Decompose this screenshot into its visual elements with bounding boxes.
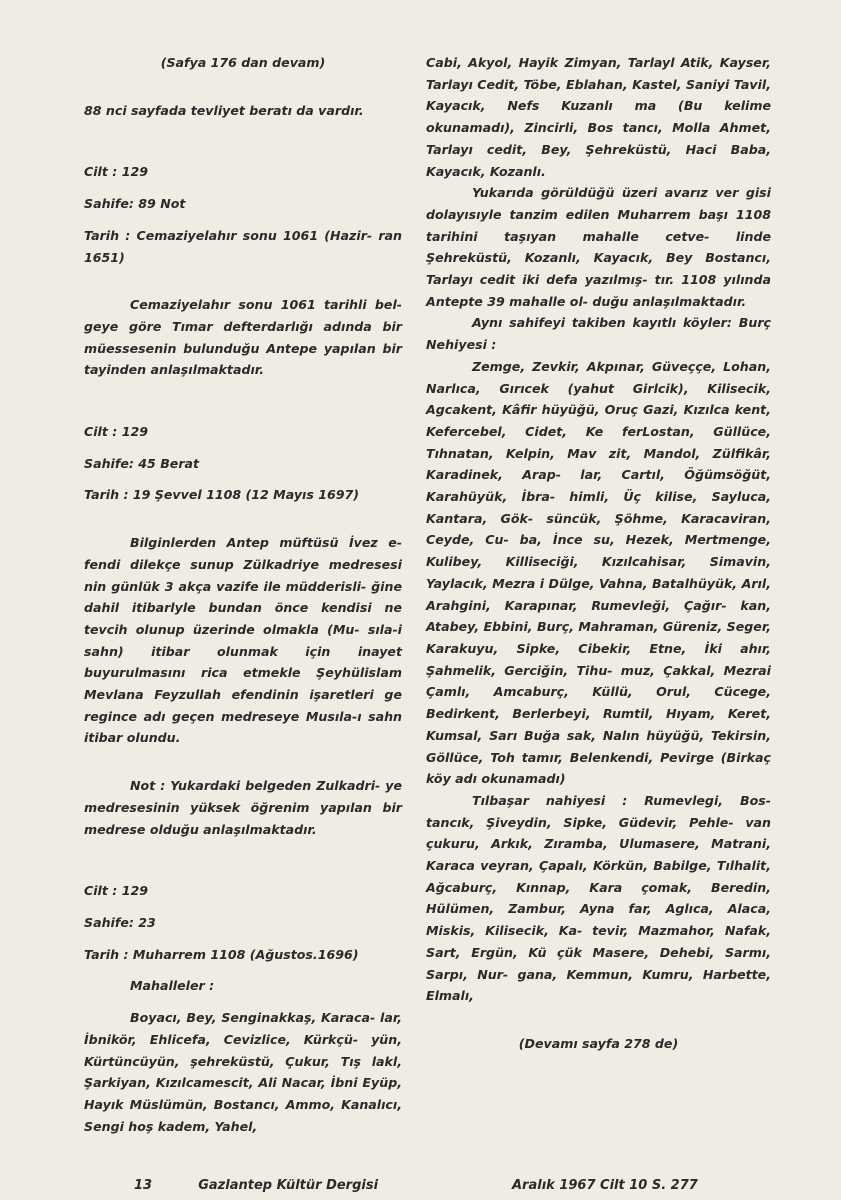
issue-info: Aralık 1967 Cilt 10 S. 277 <box>512 1178 698 1193</box>
doc2-note: Not : Yukardaki belgeden Zulkadri- ye medresesinin yüksek öğrenim yapılan bir medrese olduğu anlaşılmaktadır. <box>84 778 402 837</box>
doc2-body: Bilginlerden Antep müftüsü İvez e- fendi dilekçe sunup Zülkadriye medresesi nin günlük 3 akça vazife ile müdderisli- ğine dahil itibarlyle bundan önce kendisi ne tevcih olunup üzerinde olmakla (Mu- sıla-i sahn) itibar olunmak için inayet buyurulmasını rica etmekle Şeyhülislam Mevlana Feyzullah efendinin işaretleri ge regince adı geçen medreseye Musıla-ı sahn itibar olundu. <box>84 535 402 746</box>
doc2-sahife: Sahife: 45 Berat <box>84 455 200 471</box>
doc3-tarih: Tarih : Muharrem 1108 (Ağustos.1696) <box>84 946 359 962</box>
tilbasar-villages: Tılbaşar nahiyesi : Rumevlegi, Bos- tancık, Şiveydin, Sipke, Güdevir, Pehle- van çukuru, Arkık, Zıramba, Ulumasere, Matrani, Karaca veyran, Çapalı, Körkün, Babilge, Tılhalit, Ağcaburç, Kınnap, Kara çomak, Beredin, Hülümen, Zambur, Ayna far, Aglıca, Alaca, Miskis, Kilisecik, Ka- tevir, Mazmahor, Nafak, Sart, Ergün, Kü çük Masere, Dehebi, Sarmı, Sarpı, Nur- gana, Kemmun, Kumru, Harbette, Elmalı, <box>426 792 771 1004</box>
mahalle-list-continued: Cabi, Akyol, Hayik Zimyan, Tarlayl Atik, Kayser, Tarlayı Cedit, Töbe, Eblahan, Kastel, Saniyi Tavil, Kayacık, Nefs Kuzanlı ma (Bu kelime okunamadı), Zincirli, Bos tancı, Molla Ahmet, Tarlayı cedit, Bey, Şehreküstü, Haci Baba, Kayacık, Kozanlı. <box>426 55 771 179</box>
footer-left <box>134 1178 378 1193</box>
doc3-cilt: Cilt : 129 <box>84 883 148 899</box>
doc1-body: Cemaziyelahır sonu 1061 tarihli bel- geye göre Tımar defterdarlığı adında bir müessesenin bulunduğu Antepe yapılan bir tayinden anlaşılmaktadır. <box>84 297 402 378</box>
doc1-cilt: Cilt : 129 <box>84 164 148 180</box>
page-number: 13 <box>134 1178 153 1193</box>
doc1-sahife: Sahife: 89 Not <box>84 196 186 212</box>
continued-note: (Devamı sayfa 278 de) <box>518 1035 679 1051</box>
right-column <box>426 52 771 1055</box>
koyler-heading: Aynı sahifeyi takiben kayıtlı köyler: Burç Nehiyesi : <box>426 315 771 353</box>
continuation-note: (Safya 176 dan devam) <box>160 55 326 70</box>
doc2-cilt: Cilt : 129 <box>84 424 148 440</box>
doc2-tarih: Tarih : 19 Şevvel 1108 (12 Mayıs 1697) <box>84 487 360 503</box>
mahalle-list: Boyacı, Bey, Senginakkaş, Karaca- lar, İbnikör, Ehlicefa, Cevizlice, Kürkçü- yün, Kürtüncüyün, şehreküstü, Çukur, Tış lakl, Şarkiyan, Kızılcamescit, Ali Nacar, İbni Eyüp, Hayık Müslümün, Bostancı, Ammo, Kanalıcı, Sengi hoş kadem, Yahel, <box>84 1010 402 1134</box>
doc3-sahife: Sahife: 23 <box>84 914 156 930</box>
tevliyet-intro: 88 nci sayfada tevliyet beratı da vardır. <box>84 102 364 118</box>
journal-title: Gazlantep Kültür Dergisi <box>198 1178 379 1193</box>
doc1-tarih: Tarih : Cemaziyelahır sonu 1061 (Hazir- ran 1651) <box>84 227 402 265</box>
avariz-paragraph: Yukarıda görüldüğü üzeri avarız ver gisi dolayısıyle tanzim edilen Muharrem başı 1108 tarihini taşıyan mahalle cetve- linde Şehreküstü, Kozanlı, Kayacık, Bey Bostancı, Tarlayı cedit iki defa yazılmış- tır. 1108 yılında Antepte 39 mahalle ol- duğu anlaşılmaktadır. <box>426 185 771 309</box>
burc-villages: Zemge, Zevkir, Akpınar, Güveççe, Lohan, Narlıca, Gırıcek (yahut Girlcik), Kilisecik, Agcakent, Kâfir hüyüğü, Oruç Gazi, Kızılca kent, Kefercebel, Cidet, Ke ferLostan, Güllüce, Tıhnatan, Kelpin, Mav zit, Mandol, Zülfikâr, Karadinek, Arap- lar, Cartıl, Öğümsöğüt, Karahüyük, İbra- himli, Üç kilise, Sayluca, Kantara, Gök- süncük, Şöhme, Karacaviran, Ceyde, Cu- ba, İnce su, Hezek, Mertmenge, Kulibey, Killiseciği, Kızılcahisar, Simavin, Yaylacık, Mezra i Dülge, Vahna, Batalhüyük, Arıl, Arahgini, Karapınar, Rumevleği, Çağır- kan, Atabey, Ebbini, Burç, Mahraman, Güreniz, Seger, Karakuyu, Sipke, Cibekir, Etne, İki ahır, Şahmelik, Gerciğin, Tihu- muz, Çakkal, Mezrai Çamlı, Amcaburç, Küllü, Orul, Cücege, Bedirkent, Berlerbeyi, Rumtil, Hıyam, Keret, Kumsal, Sarı Buğa sak, Nalın hüyüğü, Tekirsin, Göllüce, Toh tamır, Belenkendi, Pevirge (Birkaç köy adı okunamadı) <box>426 358 771 787</box>
mahalleler-heading: Mahalleler : <box>130 978 215 994</box>
left-column <box>84 52 402 1137</box>
